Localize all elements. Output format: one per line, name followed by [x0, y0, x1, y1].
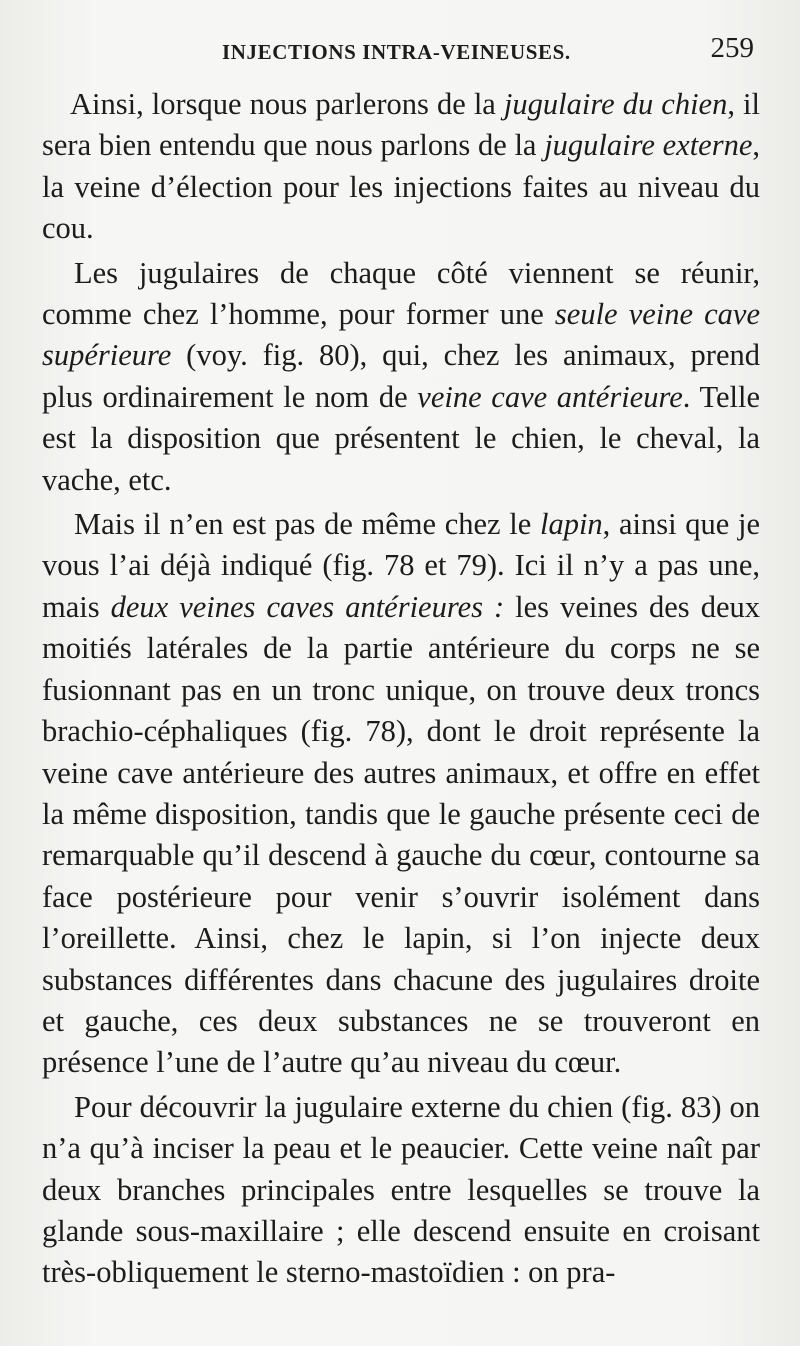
- text-run: , ainsi que je vous l’ai déjà indiqué (fig. 78 et 79). Ici il n’y a pas une, mais: [42, 507, 760, 624]
- paragraph-2: [42, 253, 760, 501]
- text-run: Ainsi, lorsque nous parlerons de la: [70, 87, 504, 121]
- italic-phrase: jugulaire externe: [544, 128, 753, 163]
- italic-phrase: seule veine cave supérieure: [42, 297, 760, 373]
- italic-phrase: jugulaire du chien: [503, 87, 728, 121]
- text-run: Pour découvrir la jugulaire externe du chien (fig. 83) on n’a qu’à inciser la peau et le peaucier. Cette veine naît par deux branches principales entre lesquelles se trouve la glande sous-maxillaire ; elle descend ensuite en croisant très-obliquement le sterno-mastoïdien : on pra-: [42, 1089, 760, 1290]
- paragraph-4: [42, 1087, 760, 1294]
- running-head-title: INJECTIONS INTRA-VEINEUSES.: [222, 40, 571, 64]
- paragraph-1: [42, 84, 760, 250]
- running-head: [42, 32, 754, 72]
- italic-phrase: lapin: [539, 507, 603, 542]
- text-run: les veines des deux moitiés latérales de la partie antérieure du corps ne se fusionnant pas en un tronc unique, on trouve deux troncs brachio-céphaliques (fig. 78), dont le droit représente la veine cave antérieure des autres animaux, et offre en effet la même disposition, tandis que le gauche présente ceci de remarquable qu’il descend à gauche du cœur, contourne sa face postérieure pour venir s’ouvrir isolément dans l’oreillette. Ainsi, chez le lapin, si l’on injecte deux substances différentes dans chacune des jugulaires droite et gauche, ces deux substances ne se trouveront en présence l’une de l’autre qu’au niveau du cœur.: [42, 589, 760, 1080]
- text-run: , il sera bien entendu que nous parlons de la: [42, 87, 761, 163]
- page-number: 259: [710, 32, 754, 64]
- italic-phrase: deux veines caves antérieures :: [110, 589, 505, 624]
- text-run: . Telle est la disposition que présentent le chien, le cheval, la vache, etc.: [42, 379, 760, 497]
- paragraph-3: [42, 504, 760, 1084]
- italic-phrase: veine cave antérieure: [417, 379, 683, 414]
- text-run: , la veine d’élection pour les injections faites au niveau du cou.: [42, 128, 760, 246]
- text-run: (voy. fig. 80), qui, chez les animaux, prend plus ordinairement le nom de: [42, 338, 760, 414]
- body-text: [42, 84, 760, 1297]
- text-run: Les jugulaires de chaque côté viennent se réunir, comme chez l’homme, pour former une: [42, 255, 760, 332]
- text-run: Mais il n’en est pas de même chez le: [74, 507, 540, 542]
